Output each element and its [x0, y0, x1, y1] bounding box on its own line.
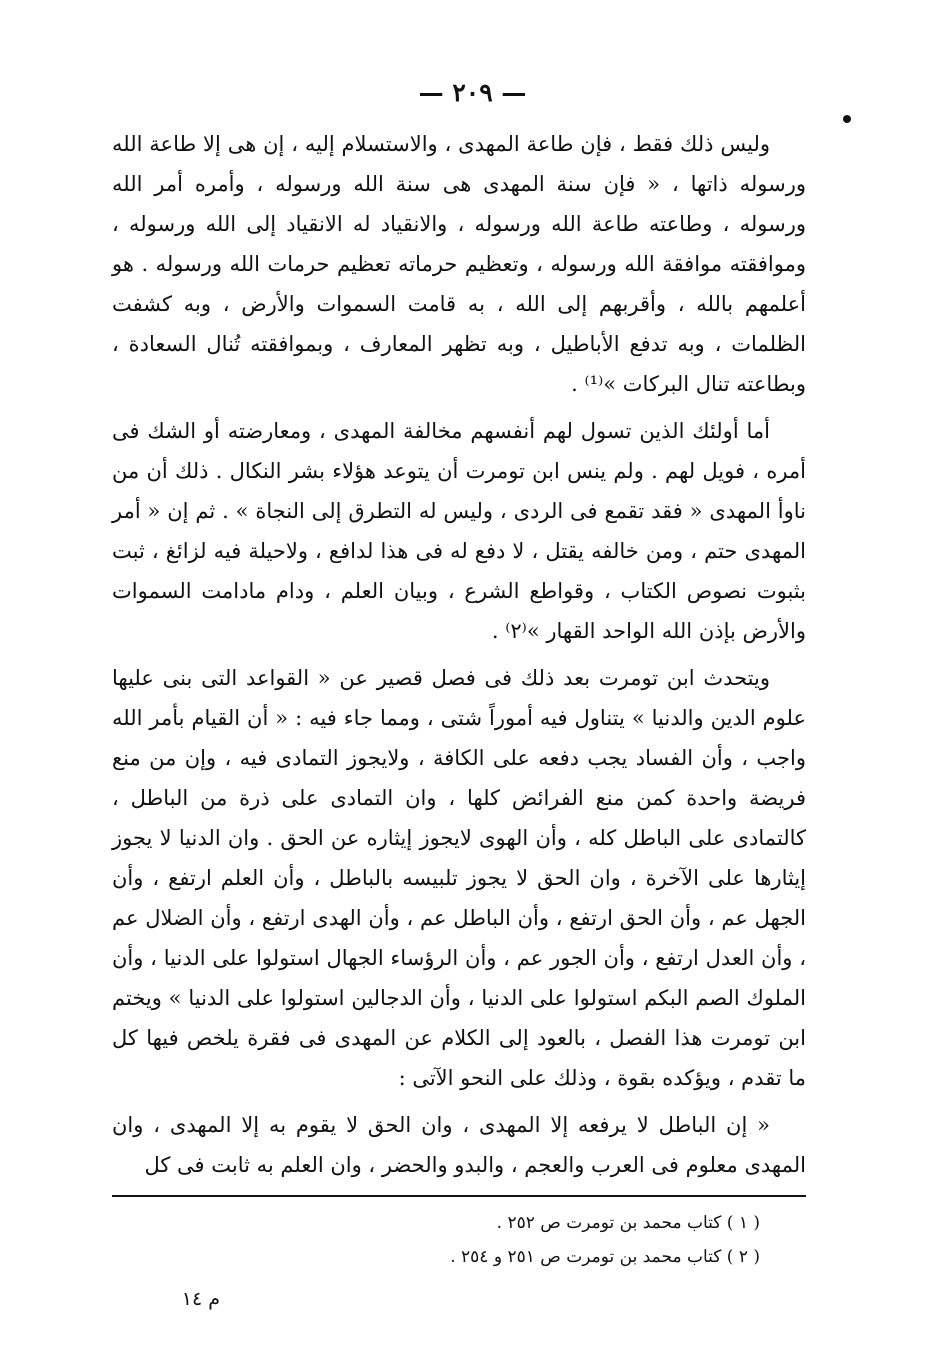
footnote-divider: [112, 1195, 806, 1197]
paragraph-2: أما أولئك الذين تسول لهم أنفسهم مخالفة المهدى ، ومعارضته أو الشك فى أمره ، فويل لهم . ولم ينس ابن تومرت أن يتوعد هؤلاء بشر النكال . ذلك أن من ناوأ المهدى « فقد تقمع فى الردى ، وليس له التطرق إلى النجاة » . ثم إن « أمر المهدى حتم ، ومن خالفه يقتل ، لا دفع له فى هذا لدافع ، ولاحيلة فيه لزائغ ، ثبت بثبوت نصوص الكتاب ، وقواطع الشرع ، وبيان العلم ، ودام مادامت السموات والأرض بإذن الله الواحد القهار »⁽٢⁾ .: [112, 419, 806, 643]
footnote-1: ( ١ ) كتاب محمد بن تومرت ص ٢٥٢ .: [496, 1213, 760, 1233]
paragraph-3: ويتحدث ابن تومرت بعد ذلك فى فصل قصير عن « القواعد التى بنى عليها علوم الدين والدنيا » يتناول فيه أموراً شتى ، ومما جاء فيه : « أن القيام بأمر الله واجب ، وأن الفساد يجب دفعه على الكافة ، ولايجوز التمادى فيه ، وإن من منع فريضة واحدة كمن منع الفرائض كلها ، وان التمادى على ذرة من الباطل ، كالتمادى على الباطل كله ، وأن الهوى لايجوز إيثاره عن الحق . وان الدنيا لا يجوز إيثارها على الآخرة ، وان الحق لا يجوز تلبيسه بالباطل ، وأن العلم ارتفع ، وأن الجهل عم ، وأن الحق ارتفع ، وأن الباطل عم ، وأن الهدى ارتفع ، وأن الضلال عم ، وأن العدل ارتفع ، وأن الجور عم ، وأن الرؤساء الجهال استولوا على الدنيا ، وأن الملوك الصم البكم استولوا على الدنيا ، وأن الدجالين استولوا على الدنيا » ويختم ابن تومرت هذا الفصل ، بالعود إلى الكلام عن المهدى فى فقرة يلخص فيها كل ما تقدم ، ويؤكده بقوة ، وذلك على النحو الآتى :: [112, 666, 806, 1090]
footnote-2: ( ٢ ) كتاب محمد بن تومرت ص ٢٥١ و ٢٥٤ .: [450, 1247, 760, 1267]
footnotes: [450, 1206, 760, 1274]
page-number: — ٢٠٩ —: [418, 78, 527, 107]
paragraph-1: وليس ذلك فقط ، فإن طاعة المهدى ، والاستسلام إليه ، إن هى إلا طاعة الله ورسوله ذاتها ، « فإن سنة المهدى هى سنة الله ورسوله ، وأمره أمر الله ورسوله ، وطاعته طاعة الله ورسوله ، والانقياد له الانقياد إلى الله ورسوله ، وموافقته موافقة الله ورسوله ، وتعظيم حرماته تعظيم حرمات الله ورسوله . هو أعلمهم بالله ، وأقربهم إلى الله ، به قامت السموات والأرض ، وبه كشفت الظلمات ، وبه تدفع الأباطيل ، وبه تظهر المعارف ، وبموافقته تُنال السعادة ، وبطاعته تنال البركات »⁽¹⁾ .: [112, 132, 807, 396]
ink-speck: [843, 115, 851, 123]
main-text: [112, 124, 806, 1192]
signature-mark: م ١٤: [181, 1288, 220, 1310]
paragraph-4: « إن الباطل لا يرفعه إلا المهدى ، وان الحق لا يقوم به إلا المهدى ، وان المهدى معلوم فى العرب والعجم ، والبدو والحضر ، وان العلم به ثابت فى كل: [112, 1113, 806, 1177]
